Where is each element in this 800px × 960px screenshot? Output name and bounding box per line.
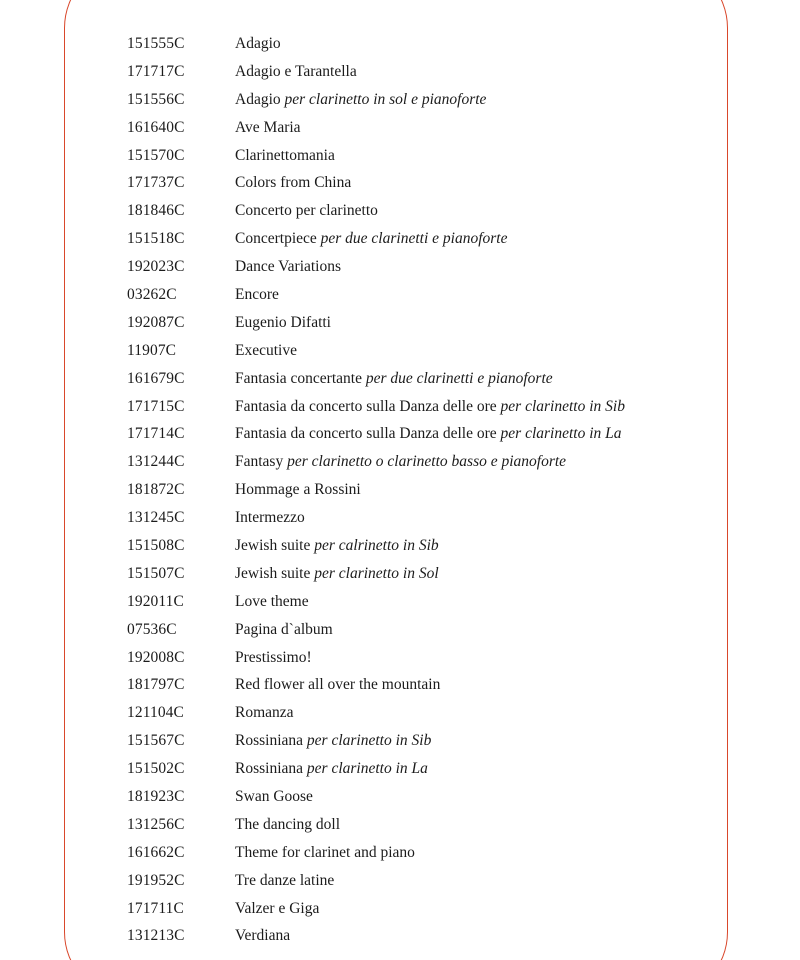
catalog-title: Valzer e Giga [235, 899, 320, 917]
catalog-title: Love theme [235, 592, 309, 610]
catalog-entry [0, 560, 800, 588]
catalog-entry [0, 616, 800, 644]
catalog-entry [0, 476, 800, 504]
catalog-title: Eugenio Difatti [235, 313, 331, 331]
catalog-entry [0, 923, 800, 951]
catalog-code: 171714C [127, 425, 185, 443]
catalog-code: 131245C [127, 509, 185, 527]
catalog-entry [0, 30, 800, 58]
catalog-title: Executive [235, 341, 297, 359]
catalog-title: Fantasia concertante [235, 369, 362, 387]
catalog-title-line [235, 927, 290, 945]
catalog-title-line [235, 314, 331, 332]
catalog-entry [0, 309, 800, 337]
catalog-title: Fantasy [235, 453, 284, 471]
catalog-title-line [235, 398, 625, 416]
catalog-list [0, 30, 800, 950]
catalog-code: 171737C [127, 174, 185, 192]
catalog-title: Concertpiece [235, 230, 317, 248]
catalog-code: 151502C [127, 760, 185, 778]
catalog-title: Red flower all over the mountain [235, 676, 441, 694]
catalog-title: Tre danze latine [235, 871, 335, 889]
catalog-title-line [235, 119, 301, 137]
catalog-title-line [235, 593, 309, 611]
catalog-code: 151507C [127, 564, 185, 582]
catalog-title: Encore [235, 285, 279, 303]
catalog-title: Swan Goose [235, 787, 313, 805]
catalog-title: The dancing doll [235, 815, 341, 833]
catalog-code: 171717C [127, 62, 185, 80]
catalog-title: Clarinettomania [235, 146, 335, 164]
catalog-title: Concerto per clarinetto [235, 202, 378, 220]
catalog-title-line [235, 844, 415, 862]
catalog-code: 03262C [127, 285, 177, 303]
catalog-entry [0, 699, 800, 727]
catalog-title-line [235, 425, 622, 443]
catalog-code: 131244C [127, 453, 185, 471]
catalog-entry [0, 58, 800, 86]
catalog-title-line [235, 286, 279, 304]
catalog-entry [0, 197, 800, 225]
catalog-instrumentation-note: per clarinetto in La [500, 425, 622, 443]
catalog-title-line [235, 649, 312, 667]
catalog-title: Prestissimo! [235, 648, 312, 666]
catalog-title-line [235, 481, 361, 499]
catalog-title: Theme for clarinet and piano [235, 843, 415, 861]
catalog-entry [0, 253, 800, 281]
catalog-instrumentation-note: per clarinetto in Sib [500, 397, 625, 415]
catalog-title: Dance Variations [235, 258, 342, 276]
catalog-entry [0, 644, 800, 672]
catalog-code: 151555C [127, 34, 185, 52]
catalog-entry [0, 839, 800, 867]
catalog-instrumentation-note: per due clarinetti e pianoforte [320, 230, 508, 248]
catalog-title-line [235, 342, 297, 360]
catalog-code: 11907C [127, 341, 177, 359]
catalog-title-line [235, 174, 351, 192]
catalog-title: Pagina d`album [235, 620, 333, 638]
catalog-title-line [235, 788, 313, 806]
catalog-code: 171715C [127, 397, 185, 415]
catalog-instrumentation-note: per clarinetto in sol e pianoforte [284, 90, 487, 108]
catalog-title: Jewish suite [235, 536, 311, 554]
catalog-title-line [235, 453, 566, 471]
catalog-title-line [235, 35, 281, 53]
catalog-entry [0, 225, 800, 253]
catalog-entry [0, 393, 800, 421]
catalog-code: 151567C [127, 732, 185, 750]
catalog-title-line [235, 537, 439, 555]
catalog-entry [0, 588, 800, 616]
catalog-code: 181846C [127, 202, 185, 220]
catalog-entry [0, 727, 800, 755]
catalog-code: 151508C [127, 536, 185, 554]
catalog-title: Fantasia da concerto sulla Danza delle ore [235, 425, 497, 443]
catalog-title-line [235, 258, 341, 276]
catalog-title-line [235, 816, 340, 834]
catalog-code: 151556C [127, 90, 185, 108]
catalog-title: Adagio [235, 90, 281, 108]
catalog-title-line [235, 230, 507, 248]
catalog-title-line [235, 147, 335, 165]
catalog-title-line [235, 370, 553, 388]
catalog-title: Colors from China [235, 174, 352, 192]
catalog-title-line [235, 900, 319, 918]
catalog-entry [0, 114, 800, 142]
catalog-instrumentation-note: per clarinetto in La [306, 760, 428, 778]
catalog-entry [0, 811, 800, 839]
catalog-code: 181797C [127, 676, 185, 694]
catalog-code: 191952C [127, 871, 185, 889]
catalog-title: Adagio [235, 34, 281, 52]
catalog-title: Verdiana [235, 927, 291, 945]
catalog-title: Rossiniana [235, 732, 304, 750]
catalog-title: Rossiniana [235, 760, 304, 778]
catalog-entry [0, 504, 800, 532]
catalog-instrumentation-note: per clarinetto in Sol [314, 564, 439, 582]
catalog-entry [0, 895, 800, 923]
catalog-title-line [235, 509, 305, 527]
catalog-code: 151518C [127, 230, 185, 248]
catalog-code: 07536C [127, 620, 177, 638]
catalog-title: Jewish suite [235, 564, 311, 582]
catalog-entry [0, 532, 800, 560]
catalog-title: Hommage a Rossini [235, 481, 361, 499]
catalog-code: 151570C [127, 146, 185, 164]
catalog-code: 171711C [127, 899, 184, 917]
catalog-entry [0, 448, 800, 476]
catalog-code: 161662C [127, 843, 185, 861]
catalog-title-line [235, 872, 334, 890]
catalog-title-line [235, 621, 333, 639]
catalog-title: Adagio e Tarantella [235, 62, 357, 80]
catalog-instrumentation-note: per clarinetto in Sib [306, 732, 432, 750]
catalog-title: Ave Maria [235, 118, 301, 136]
catalog-code: 121104C [127, 704, 184, 722]
catalog-entry [0, 783, 800, 811]
catalog-entry [0, 755, 800, 783]
catalog-code: 131256C [127, 815, 185, 833]
catalog-code: 181923C [127, 787, 185, 805]
catalog-instrumentation-note: per due clarinetti e pianoforte [365, 369, 553, 387]
catalog-title: Romanza [235, 704, 294, 722]
catalog-title-line [235, 91, 486, 109]
catalog-instrumentation-note: per clarinetto o clarinetto basso e pianoforte [287, 453, 567, 471]
catalog-title-line [235, 202, 378, 220]
catalog-instrumentation-note: per calrinetto in Sib [314, 536, 439, 554]
catalog-entry [0, 169, 800, 197]
catalog-code: 131213C [127, 927, 185, 945]
catalog-code: 192011C [127, 592, 184, 610]
catalog-entry [0, 281, 800, 309]
catalog-title-line [235, 63, 357, 81]
catalog-entry [0, 365, 800, 393]
catalog-code: 192023C [127, 258, 185, 276]
catalog-code: 161679C [127, 369, 185, 387]
catalog-title: Intermezzo [235, 509, 305, 527]
catalog-title-line [235, 760, 428, 778]
catalog-code: 192087C [127, 313, 185, 331]
catalog-code: 161640C [127, 118, 185, 136]
catalog-title-line [235, 704, 294, 722]
catalog-entry [0, 337, 800, 365]
catalog-code: 192008C [127, 648, 185, 666]
catalog-title-line [235, 565, 439, 583]
catalog-title: Fantasia da concerto sulla Danza delle ore [235, 397, 497, 415]
catalog-entry [0, 671, 800, 699]
catalog-entry [0, 142, 800, 170]
catalog-title-line [235, 732, 431, 750]
catalog-code: 181872C [127, 481, 185, 499]
catalog-entry [0, 420, 800, 448]
catalog-entry [0, 867, 800, 895]
catalog-entry [0, 86, 800, 114]
catalog-title-line [235, 676, 440, 694]
